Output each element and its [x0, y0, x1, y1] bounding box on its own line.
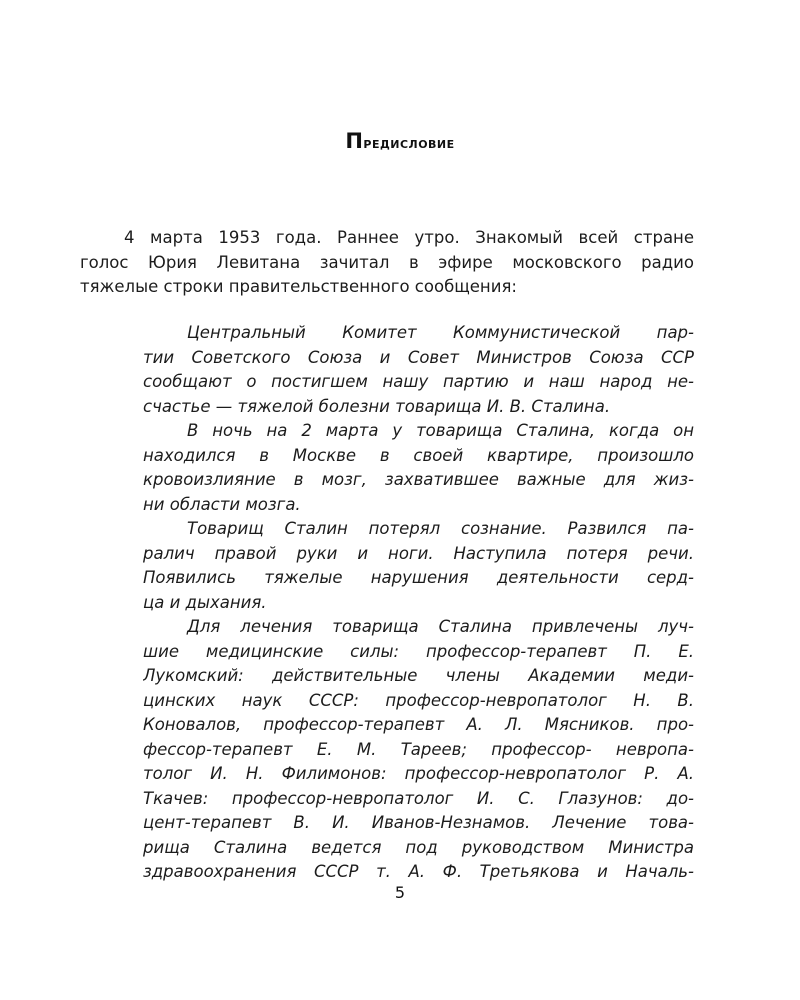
quote-line: цент-терапевт В. И. Иванов-Незнамов. Лечение това- — [143, 813, 694, 832]
government-announcement-quote — [143, 321, 694, 885]
title-first-letter: П — [345, 129, 364, 153]
quote-line: фессор-терапевт Е. М. Тареев; профессор- невропа- — [143, 739, 694, 759]
quote-line: Появились тяжелые нарушения деятельности серд- — [143, 568, 694, 587]
quote-line: Коновалов, профессор-терапевт А. Л. Мясников. про- — [143, 715, 694, 734]
quote-line: ни области мозга. — [143, 494, 301, 514]
quote-line: толог И. Н. Филимонов: профессор-невропатолог Р. А. — [143, 764, 694, 783]
title-rest: редисловие — [363, 134, 455, 152]
intro-line: голос Юрия Левитана зачитал в эфире московского радио — [80, 252, 694, 272]
quote-line: находился в Москве в своей квартире, произошло — [143, 445, 694, 465]
quote-line: Лукомский: действительные члены Академии меди- — [143, 666, 694, 685]
intro-line: тяжелые строки правительственного сообщения: — [80, 277, 517, 296]
quote-line: шие медицинские силы: профессор-терапевт П. Е. — [143, 641, 694, 661]
quote-line: здравоохранения СССР т. А. Ф. Третьякова и Началь- — [143, 862, 694, 881]
quote-line: тии Советского Союза и Совет Министров Союза ССР — [143, 347, 694, 367]
quote-line: Ткачев: профессор-невропатолог И. С. Глазунов: до- — [143, 788, 694, 808]
quote-line: цинских наук СССР: профессор-невропатолог Н. В. — [143, 690, 694, 710]
page-title — [0, 127, 800, 157]
quote-line: рища Сталина ведется под руководством Министра — [143, 837, 694, 857]
quote-line: В ночь на 2 марта у товарища Сталина, когда он — [187, 421, 694, 440]
quote-line: ралич правой руки и ноги. Наступила потеря речи. — [143, 543, 694, 563]
quote-line: кровоизлияние в мозг, захватившее важные для жиз- — [143, 470, 694, 489]
intro-line: 4 марта 1953 года. Раннее утро. Знакомый всей стране — [124, 228, 694, 247]
quote-line: Для лечения товарища Сталина привлечены луч- — [187, 617, 694, 636]
quote-line: Центральный Комитет Коммунистической пар- — [187, 323, 694, 342]
quote-line: сообщают о постигшем нашу партию и наш народ не- — [143, 372, 694, 391]
quote-line: счастье — тяжелой болезни товарища И. В. Сталина. — [143, 396, 611, 416]
quote-line: Товарищ Сталин потерял сознание. Развился па- — [187, 519, 694, 538]
intro-paragraph — [80, 226, 694, 300]
page-number: 5 — [394, 883, 406, 902]
quote-line: ца и дыхания. — [143, 592, 267, 612]
